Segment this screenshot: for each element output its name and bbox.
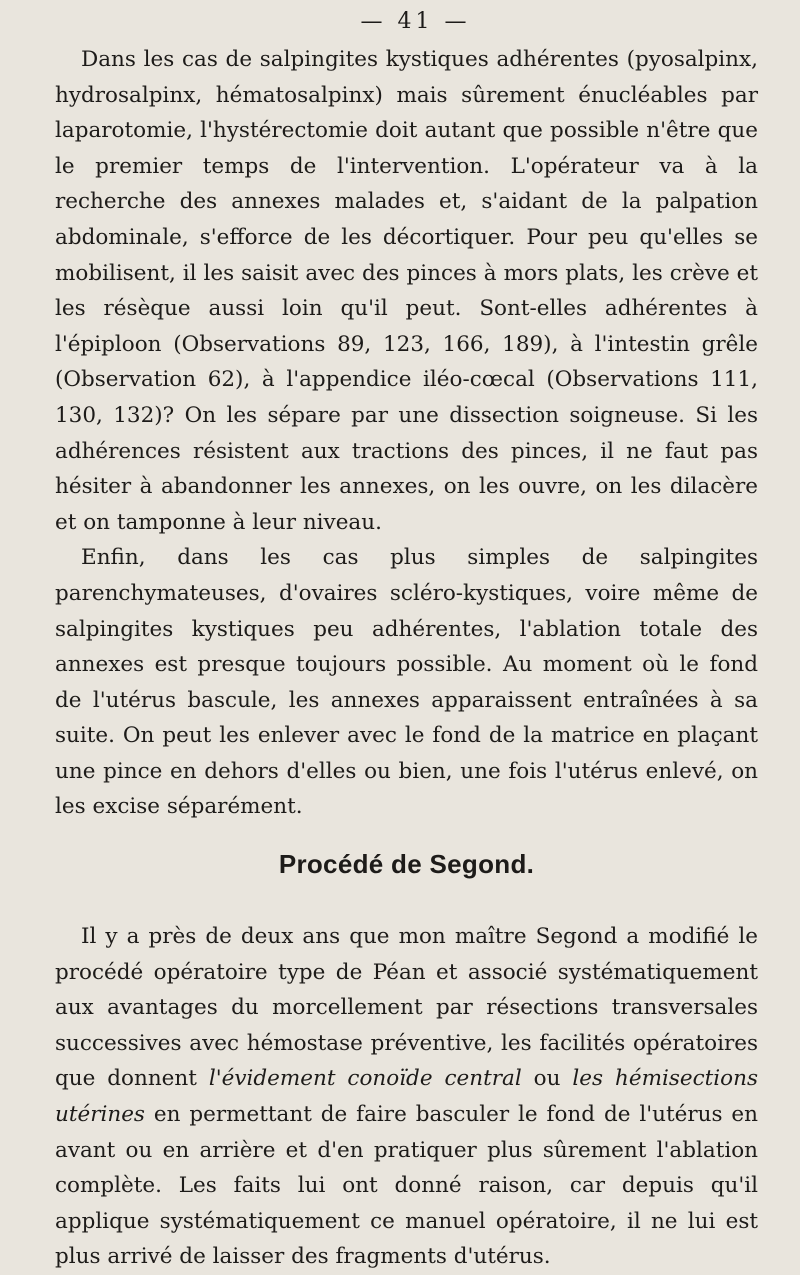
section-heading: Procédé de Segond. <box>278 849 535 880</box>
paragraph-salpingites-kystiques: Dans les cas de salpingites kystiques adhérentes (pyosalpinx, hydrosalpinx, hématosalpinx) mais sûrement énucléables par laparotomie, l'hystérectomie doit autant que possible n'être que le premier temps de l'intervention. L'opérateur va à la recherche des annexes malades et, s'aidant de la palpation abdominale, s'efforce de les décortiquer. Pour peu qu'elles se mobilisent, il les saisit avec des pinces à mors plats, les crève et les résèque aussi loin qu'il peut. Sont-elles adhérentes à l'épiploon (Observations 89, 123, 166, 189), à l'intestin grêle (Observation 62), à l'appendice iléo-cœcal (Observations 111, 130, 132)? On les sépare par une dissection soigneuse. Si les adhérences résistent aux tractions des pinces, il ne faut pas hésiter à abandonner les annexes, on les ouvre, on les dilacère et on tamponne à leur niveau. <box>55 47 758 535</box>
paragraph-text-part: ou <box>521 1066 573 1092</box>
page-number: — 41 — <box>360 9 471 34</box>
paragraph-text-part: Il y a près de deux ans que mon maître Segond a modifié le procédé opératoire type de Péan et associé systématiquement aux avantages du morcellement par résections transversales successives avec hémostase préventive, les facilités opératoires que donnent <box>55 924 758 1092</box>
paragraph-text-part: en permettant de faire basculer le fond de l'utérus en avant ou en arrière et d'en pratiquer plus sûrement l'ablation complète. Les faits lui ont donné raison, car depuis qu'il applique systématiquement ce manuel opératoire, il ne lui est plus arrivé de laisser des fragments d'utérus. <box>55 1102 758 1270</box>
paragraph-procede-segond <box>55 919 758 1275</box>
italic-term-hemisections: les hémisections utérines <box>55 1066 758 1128</box>
italic-term-evidement: l'évidement conoïde central <box>208 1066 522 1092</box>
paragraph-salpingites-parenchymateuses: Enfin, dans les cas plus simples de salpingites parenchymateuses, d'ovaires scléro-kystiques, voire même de salpingites kystiques peu adhérentes, l'ablation totale des annexes est presque toujours possible. Au moment où le fond de l'utérus bascule, les annexes apparaissent entraînées à sa suite. On peut les enlever avec le fond de la matrice en plaçant une pince en dehors d'elles ou bien, une fois l'utérus enlevé, on les excise séparément. <box>55 545 758 820</box>
